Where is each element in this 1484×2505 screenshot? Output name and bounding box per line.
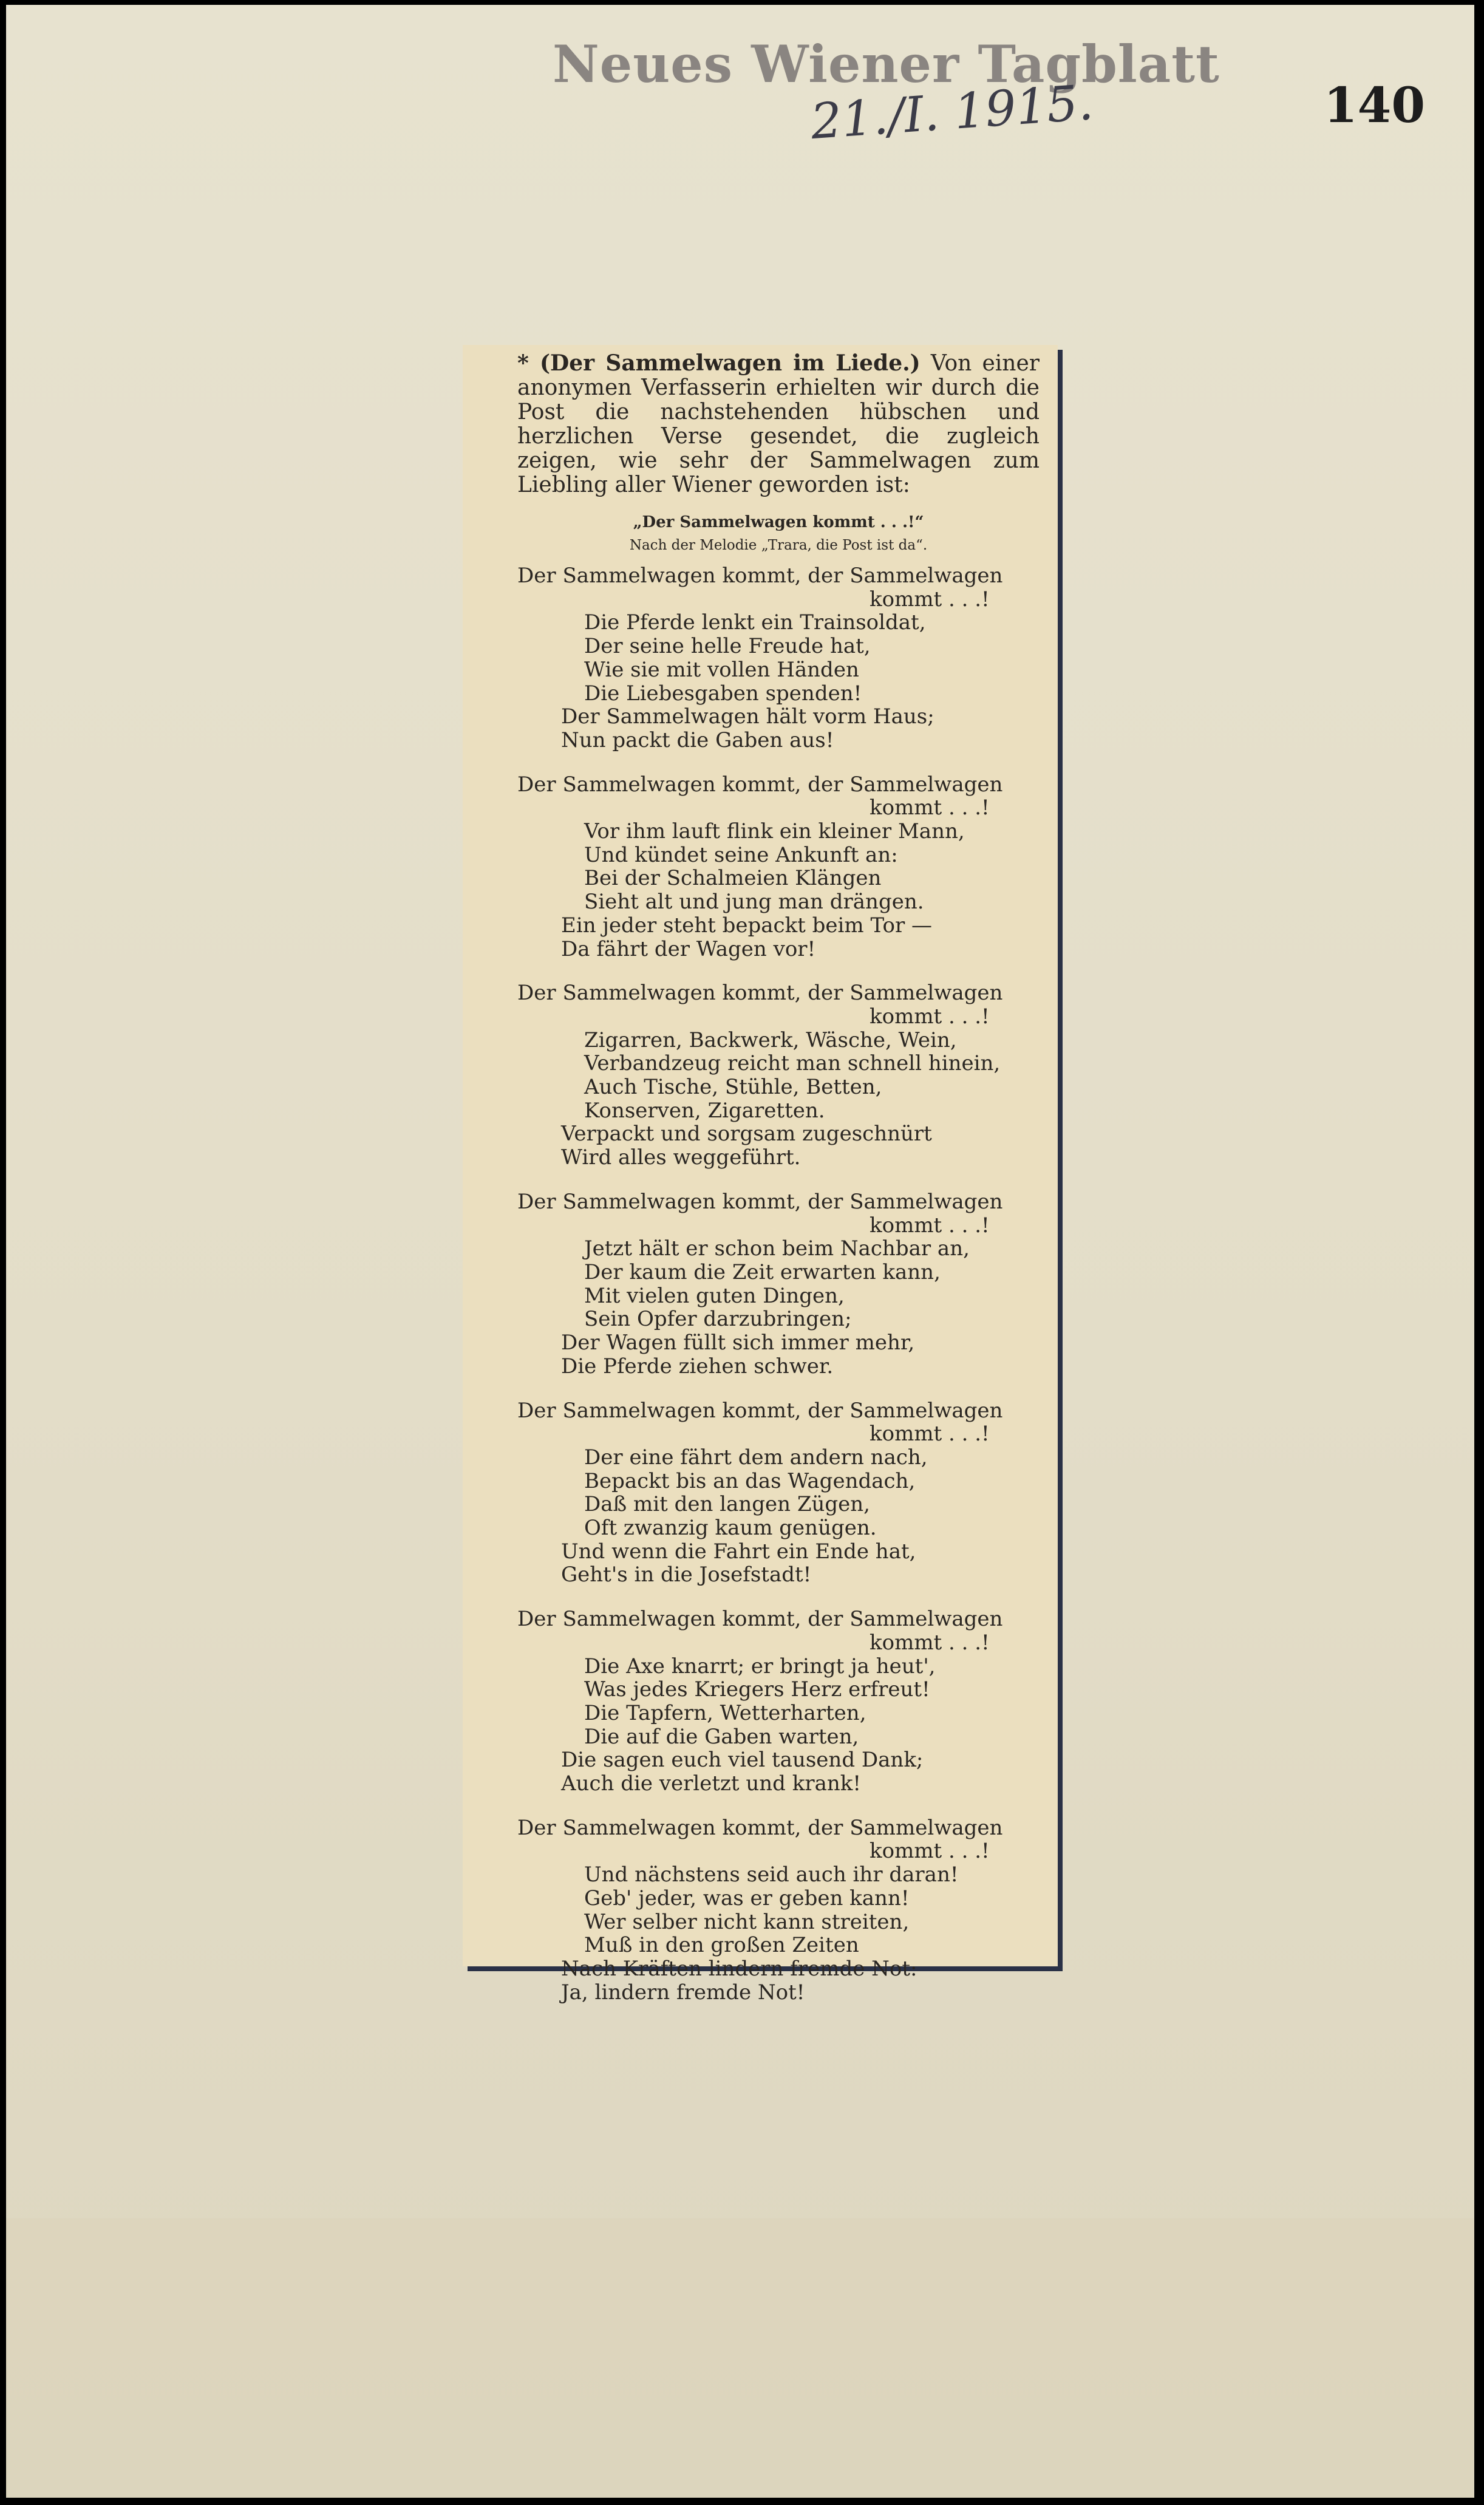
poem-stanza — [517, 981, 1040, 1170]
handwritten-date: 21./I. 1915. — [809, 73, 1095, 151]
verse-line: Die Liebesgaben spenden! — [584, 681, 862, 706]
verse-line: Der seine helle Freude hat, — [584, 634, 871, 659]
verse-line: Die Tapfern, Wetterharten, — [584, 1700, 866, 1725]
verse-line: Der Sammelwagen hält vorm Haus; — [561, 704, 934, 729]
verse-line: Oft zwanzig kaum genügen. — [584, 1516, 877, 1541]
verse-line: Der kaum die Zeit erwarten kann, — [584, 1259, 941, 1284]
verse-line: Geb' jeder, was er geben kann! — [584, 1886, 910, 1910]
verse-line: Verbandzeug reicht man schnell hinein, — [584, 1051, 1001, 1076]
verse-line: Daß mit den langen Zügen, — [584, 1492, 870, 1517]
verse-line: Wird alles weggeführt. — [561, 1145, 801, 1170]
stanza-refrain-continuation: kommt . . .! — [870, 587, 990, 612]
poem-stanza — [517, 564, 1040, 752]
newspaper-clipping — [463, 345, 1058, 2005]
verse-line: Ja, lindern fremde Not! — [561, 1980, 805, 2005]
stanza-refrain-continuation: kommt . . .! — [870, 1839, 990, 1864]
verse-line: Der Wagen füllt sich immer mehr, — [561, 1331, 915, 1355]
stanza-refrain-line: Der Sammelwagen kommt, der Sammelwagen — [517, 1189, 1003, 1214]
verse-line: Konserven, Zigaretten. — [584, 1098, 825, 1123]
stanza-refrain-continuation: kommt . . .! — [870, 1630, 990, 1655]
stanza-refrain-line: Der Sammelwagen kommt, der Sammelwagen — [517, 1398, 1003, 1423]
verse-line: Der eine fährt dem andern nach, — [584, 1445, 928, 1470]
article-intro-text: Von einer anonymen Verfasserin erhielten wir durch die Post die nachstehenden hübschen und herzlichen Verse gesendet, die zugleich zeigen, wie sehr der Sammelwagen zum Liebling aller Wiener geworden ist: — [517, 351, 1040, 497]
verse-line: Nach Kräften lindern fremde Not: — [561, 1956, 917, 1981]
article-heading: * (Der Sammelwagen im Liede.) — [517, 350, 921, 376]
stanza-refrain-line: Der Sammelwagen kommt, der Sammelwagen — [517, 772, 1003, 797]
verse-line: Auch die verletzt und krank! — [561, 1771, 862, 1796]
stanza-refrain-continuation: kommt . . .! — [870, 1213, 990, 1238]
verse-line: Die Axe knarrt; er bringt ja heut', — [584, 1654, 936, 1679]
poem-stanza — [517, 1607, 1040, 1796]
verse-line: Und kündet seine Ankunft an: — [584, 842, 898, 867]
verse-line: Die Pferde lenkt ein Trainsoldat, — [584, 610, 926, 635]
verse-line: Ein jeder steht bepackt beim Tor — — [561, 913, 933, 938]
verse-line: Mit vielen guten Dingen, — [584, 1283, 845, 1308]
verse-line: Zigarren, Backwerk, Wäsche, Wein, — [584, 1028, 957, 1052]
stanza-refrain-continuation: kommt . . .! — [870, 1004, 990, 1029]
poem-stanza — [517, 773, 1040, 961]
stanza-refrain-line: Der Sammelwagen kommt, der Sammelwagen — [517, 1607, 1003, 1632]
stanza-refrain-line: Der Sammelwagen kommt, der Sammelwagen — [517, 981, 1003, 1006]
paper-fold-band — [6, 2218, 1474, 2498]
poem-stanzas — [517, 564, 1040, 2004]
poem-stanza — [517, 1816, 1040, 2005]
verse-line: Sein Opfer darzubringen; — [584, 1307, 852, 1332]
poem-title: „Der Sammelwagen kommt . . .!“ — [633, 513, 924, 531]
poem-stanza — [517, 1399, 1040, 1587]
stanza-refrain-line: Der Sammelwagen kommt, der Sammelwagen — [517, 564, 1003, 588]
verse-line: Was jedes Kriegers Herz erfreut! — [584, 1677, 930, 1702]
verse-line: Da fährt der Wagen vor! — [561, 936, 816, 961]
verse-line: Bei der Schalmeien Klängen — [584, 866, 882, 891]
stanza-refrain-continuation: kommt . . .! — [870, 796, 990, 820]
verse-line: Nun packt die Gaben aus! — [561, 728, 834, 752]
verse-line: Die sagen euch viel tausend Dank; — [561, 1748, 924, 1773]
verse-line: Die Pferde ziehen schwer. — [561, 1354, 834, 1379]
paper-sheet — [6, 5, 1474, 2498]
verse-line: Vor ihm lauft flink ein kleiner Mann, — [584, 819, 965, 844]
verse-line: Muß in den großen Zeiten — [584, 1933, 859, 1958]
verse-line: Geht's in die Josefstadt! — [561, 1563, 812, 1587]
page-number: 140 — [1324, 77, 1425, 134]
verse-line: Verpackt und sorgsam zugeschnürt — [561, 1122, 932, 1147]
article-intro — [517, 351, 1040, 497]
verse-line: Jetzt hält er schon beim Nachbar an, — [584, 1236, 970, 1261]
poem-stanza — [517, 1190, 1040, 1379]
verse-line: Bepackt bis an das Wagendach, — [584, 1468, 916, 1493]
melody-note: Nach der Melodie „Trara, die Post ist da“. — [629, 537, 928, 553]
verse-line: Die auf die Gaben warten, — [584, 1724, 859, 1749]
stanza-refrain-line: Der Sammelwagen kommt, der Sammelwagen — [517, 1815, 1003, 1840]
verse-line: Wie sie mit vollen Händen — [584, 657, 859, 682]
verse-line: Auch Tische, Stühle, Betten, — [584, 1075, 882, 1100]
verse-line: Und nächstens seid auch ihr daran! — [584, 1863, 959, 1887]
newspaper-name-stamp: Neues Wiener Tagblatt — [553, 34, 1220, 94]
stanza-refrain-continuation: kommt . . .! — [870, 1422, 990, 1447]
clipping-content — [517, 351, 1040, 2025]
verse-line: Wer selber nicht kann streiten, — [584, 1909, 910, 1934]
verse-line: Sieht alt und jung man drängen. — [584, 890, 924, 915]
verse-line: Und wenn die Fahrt ein Ende hat, — [561, 1539, 916, 1564]
